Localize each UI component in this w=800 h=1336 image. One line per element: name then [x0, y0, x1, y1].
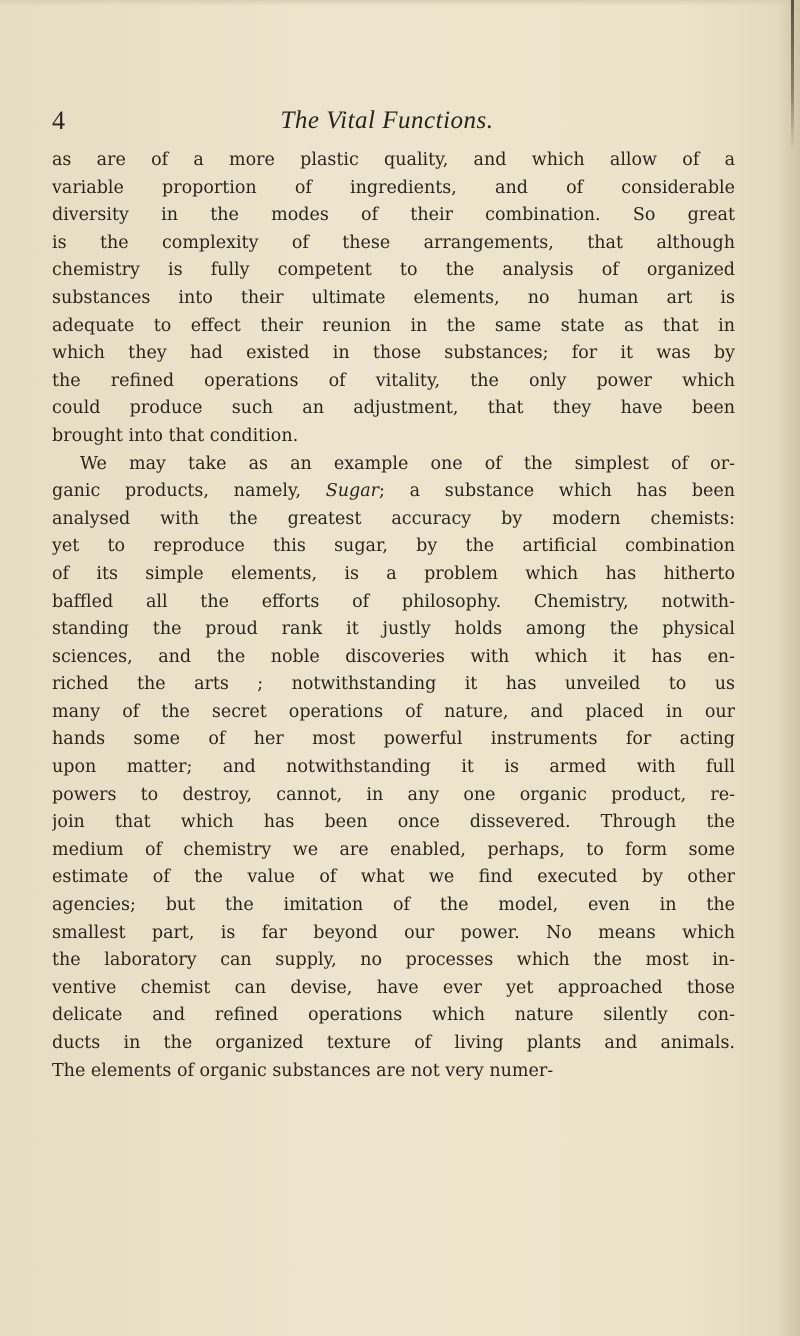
text-line: variable proportion of ingredients, and of considerable [52, 177, 735, 198]
text-line: chemistry is fully competent to the analysis of organized [52, 260, 735, 281]
page-edge-shadow [791, 0, 794, 150]
text-line: smallest part, is far beyond our power. No means which [52, 922, 735, 943]
text-line: baffled all the efforts of philosophy. Chemistry, notwith- [52, 591, 735, 612]
text-line: riched the arts ; notwithstanding it has unveiled to us [52, 674, 735, 695]
text-line: The elements of organic substances are not very numer- [52, 1060, 554, 1081]
page-number: 4 [52, 106, 65, 135]
text-line: delicate and refined operations which nature silently con- [52, 1005, 735, 1026]
text-line: is the complexity of these arrangements, that although [52, 232, 735, 253]
text-line: medium of chemistry we are enabled, perhaps, to form some [52, 839, 735, 860]
running-title: The Vital Functions. [280, 107, 494, 134]
body-text [52, 147, 735, 1085]
text-fragment: ; a substance which has been [379, 481, 735, 502]
italic-term-sugar: Sugar [325, 481, 380, 502]
text-line-paragraph-end: brought into that condition. [52, 425, 299, 446]
text-fragment: ganic products, namely, [52, 481, 326, 502]
text-line: of its simple elements, is a problem which has hitherto [52, 563, 735, 584]
text-line: as are of a more plastic quality, and which allow of a [52, 150, 735, 170]
text-line: ventive chemist can devise, have ever yet approached those [52, 977, 735, 998]
text-line: analysed with the greatest accuracy by modern chemists: [52, 508, 735, 529]
text-line: many of the secret operations of nature, and placed in our [52, 701, 735, 722]
page-top-edge [0, 0, 800, 6]
text-line: the laboratory can supply, no processes which the most in- [52, 950, 735, 971]
text-line: ducts in the organized texture of living plants and animals. [52, 1033, 735, 1053]
text-line-sugar [52, 478, 735, 506]
text-line: substances into their ultimate elements, no human art is [52, 287, 735, 308]
text-line: the refined operations of vitality, the only power which [52, 370, 735, 391]
text-line: hands some of her most powerful instruments for acting [52, 729, 735, 750]
text-line: powers to destroy, cannot, in any one organic product, re- [52, 784, 735, 805]
text-line: standing the proud rank it justly holds among the physical [52, 619, 735, 640]
text-line: estimate of the value of what we find executed by other [52, 867, 735, 888]
page-binding-edge [778, 0, 800, 1336]
text-line: sciences, and the noble discoveries with which it has en- [52, 646, 735, 667]
text-line: adequate to effect their reunion in the same state as that in [52, 315, 735, 336]
text-line: join that which has been once dissevered. Through the [52, 812, 735, 833]
text-line: could produce such an adjustment, that they have been [52, 398, 735, 419]
text-line-paragraph-start: We may take as an example one of the simplest of or- [80, 453, 735, 474]
text-line: upon matter; and notwithstanding it is armed with full [52, 757, 735, 778]
text-line: which they had existed in those substances; for it was by [52, 343, 735, 364]
text-line: yet to reproduce this sugar, by the artificial combination [52, 536, 735, 557]
running-head [52, 104, 752, 138]
text-line: diversity in the modes of their combination. So great [52, 205, 735, 226]
text-line: agencies; but the imitation of the model, even in the [52, 895, 735, 916]
